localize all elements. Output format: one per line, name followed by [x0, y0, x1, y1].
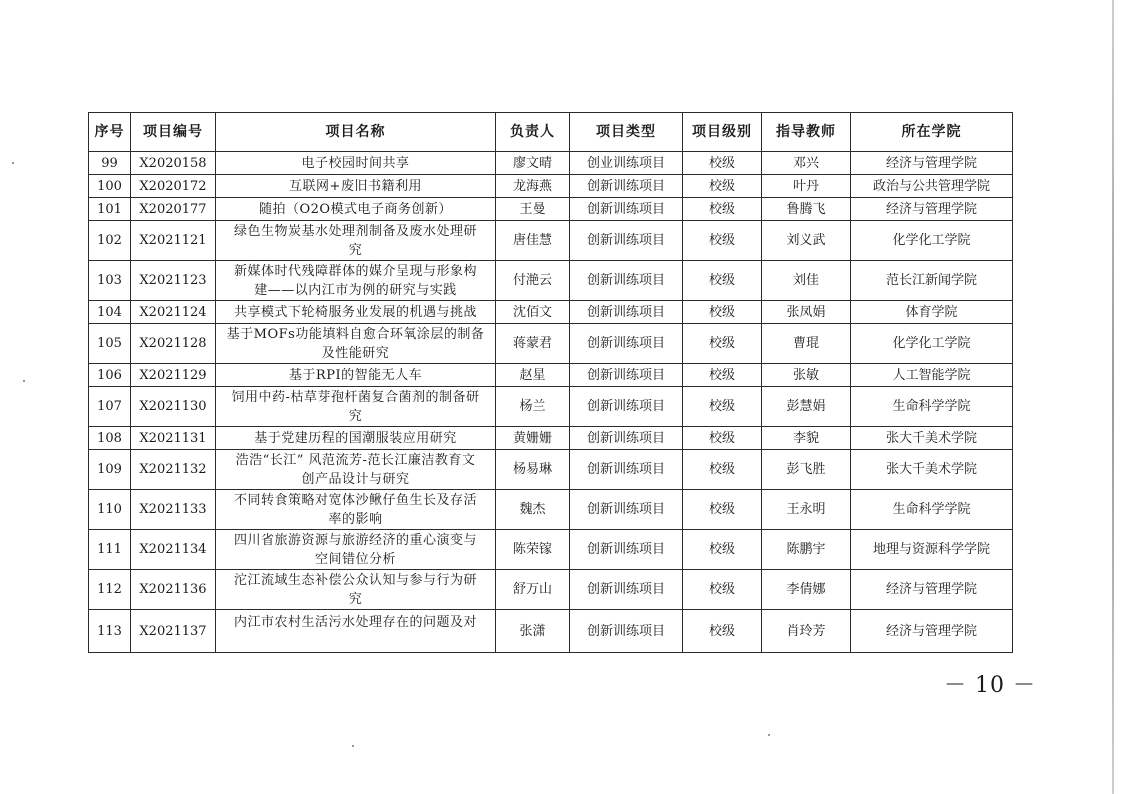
cell-type: 创新训练项目	[570, 490, 683, 530]
cell-level: 校级	[683, 324, 762, 364]
cell-leader: 唐佳慧	[496, 221, 570, 261]
cell-type: 创新训练项目	[570, 610, 683, 653]
cell-type: 创新训练项目	[570, 570, 683, 610]
cell-level: 校级	[683, 450, 762, 490]
cell-advisor: 李倩娜	[762, 570, 851, 610]
cell-leader: 王曼	[496, 198, 570, 221]
table-row	[89, 261, 1013, 301]
cell-name	[216, 198, 496, 221]
header-no: 序号	[89, 113, 131, 152]
cell-no: 100	[89, 175, 131, 198]
cell-college: 经济与管理学院	[851, 610, 1013, 653]
cell-no: 105	[89, 324, 131, 364]
cell-type: 创新训练项目	[570, 301, 683, 324]
cell-type: 创新训练项目	[570, 324, 683, 364]
cell-name-line: 率的影响	[328, 511, 383, 527]
cell-leader: 杨兰	[496, 387, 570, 427]
cell-code: X2021128	[131, 324, 216, 364]
cell-name	[216, 221, 496, 261]
project-table	[88, 112, 1013, 653]
header-level: 项目级别	[683, 113, 762, 152]
table-row	[89, 530, 1013, 570]
table-row	[89, 427, 1013, 450]
table-row	[89, 450, 1013, 490]
cell-college: 张大千美术学院	[851, 427, 1013, 450]
cell-advisor: 肖玲芳	[762, 610, 851, 653]
cell-code: X2021137	[131, 610, 216, 653]
cell-name-line: 及性能研究	[321, 345, 390, 361]
cell-type: 创新训练项目	[570, 387, 683, 427]
header-type: 项目类型	[570, 113, 683, 152]
cell-name-line: 基于党建历程的国潮服装应用研究	[254, 430, 457, 446]
table-row	[89, 610, 1013, 653]
cell-type: 创新训练项目	[570, 530, 683, 570]
cell-no: 112	[89, 570, 131, 610]
cell-name-line: 浩浩“长江” 风范流芳-范长江廉洁教育文	[235, 452, 476, 468]
table-row	[89, 387, 1013, 427]
cell-college: 政治与公共管理学院	[851, 175, 1013, 198]
cell-college: 经济与管理学院	[851, 152, 1013, 175]
cell-advisor: 邓兴	[762, 152, 851, 175]
cell-name-line: 创产品设计与研究	[301, 471, 410, 487]
header-leader: 负责人	[496, 113, 570, 152]
header-advisor: 指导教师	[762, 113, 851, 152]
cell-advisor: 彭飞胜	[762, 450, 851, 490]
cell-advisor: 曹琨	[762, 324, 851, 364]
cell-name	[216, 152, 496, 175]
cell-college: 人工智能学院	[851, 364, 1013, 387]
cell-name-line: 内江市农村生活污水处理存在的问题及对	[233, 615, 477, 630]
cell-college: 生命科学学院	[851, 490, 1013, 530]
cell-name	[216, 490, 496, 530]
cell-name	[216, 261, 496, 301]
cell-advisor: 鲁腾飞	[762, 198, 851, 221]
cell-leader: 舒万山	[496, 570, 570, 610]
cell-name	[216, 364, 496, 387]
table-row	[89, 364, 1013, 387]
cell-college: 生命科学学院	[851, 387, 1013, 427]
header-college: 所在学院	[851, 113, 1013, 152]
cell-name	[216, 530, 496, 570]
cell-name-line: 不同转食策略对宽体沙鳅仔鱼生长及存活	[233, 492, 477, 508]
cell-name-line: 究	[348, 591, 363, 607]
cell-advisor: 张敏	[762, 364, 851, 387]
cell-level: 校级	[683, 490, 762, 530]
cell-name	[216, 610, 496, 653]
header-name: 项目名称	[216, 113, 496, 152]
cell-type: 创新训练项目	[570, 175, 683, 198]
cell-level: 校级	[683, 221, 762, 261]
cell-leader: 廖文晴	[496, 152, 570, 175]
cell-advisor: 李貌	[762, 427, 851, 450]
cell-no: 103	[89, 261, 131, 301]
page-number: － 10 －	[944, 673, 1036, 698]
cell-code: X2021132	[131, 450, 216, 490]
cell-code: X2021121	[131, 221, 216, 261]
cell-name	[216, 570, 496, 610]
cell-leader: 黄姗姗	[496, 427, 570, 450]
cell-advisor: 刘佳	[762, 261, 851, 301]
cell-name-line: 究	[348, 408, 363, 424]
cell-code: X2021136	[131, 570, 216, 610]
cell-college: 体育学院	[851, 301, 1013, 324]
cell-leader: 杨易琳	[496, 450, 570, 490]
table-row	[89, 301, 1013, 324]
cell-advisor: 彭慧娟	[762, 387, 851, 427]
cell-name-line: 基于RPI的智能无人车	[288, 367, 423, 383]
cell-no: 108	[89, 427, 131, 450]
cell-college: 张大千美术学院	[851, 450, 1013, 490]
cell-code: X2021130	[131, 387, 216, 427]
cell-type: 创新训练项目	[570, 221, 683, 261]
cell-advisor: 叶丹	[762, 175, 851, 198]
cell-leader: 魏杰	[496, 490, 570, 530]
cell-leader: 沈佰文	[496, 301, 570, 324]
cell-advisor: 陈鹏宇	[762, 530, 851, 570]
cell-college: 经济与管理学院	[851, 198, 1013, 221]
cell-name	[216, 427, 496, 450]
cell-code: X2020158	[131, 152, 216, 175]
cell-name-line: 四川省旅游资源与旅游经济的重心演变与	[233, 532, 477, 548]
table-row	[89, 324, 1013, 364]
cell-no: 102	[89, 221, 131, 261]
cell-no: 110	[89, 490, 131, 530]
cell-name	[216, 324, 496, 364]
cell-name-line: 空间错位分析	[314, 551, 396, 567]
cell-name-line: 共享模式下轮椅服务业发展的机遇与挑战	[233, 304, 477, 320]
cell-leader: 付滟云	[496, 261, 570, 301]
cell-college: 经济与管理学院	[851, 570, 1013, 610]
cell-advisor: 刘义武	[762, 221, 851, 261]
cell-no: 111	[89, 530, 131, 570]
scan-speck	[12, 162, 14, 164]
cell-type: 创业训练项目	[570, 152, 683, 175]
cell-advisor: 王永明	[762, 490, 851, 530]
table-row	[89, 570, 1013, 610]
cell-name-line: 饲用中药-枯草芽孢杆菌复合菌剂的制备研	[231, 389, 480, 405]
cell-type: 创新训练项目	[570, 198, 683, 221]
cell-name-line: 建——以内江市为例的研究与实践	[254, 282, 457, 298]
cell-no: 99	[89, 152, 131, 175]
cell-name-line: 究	[348, 242, 363, 258]
cell-advisor: 张凤娟	[762, 301, 851, 324]
cell-leader: 龙海燕	[496, 175, 570, 198]
cell-college: 化学化工学院	[851, 221, 1013, 261]
table-row	[89, 152, 1013, 175]
scan-speck	[23, 380, 25, 382]
cell-college: 化学化工学院	[851, 324, 1013, 364]
cell-level: 校级	[683, 387, 762, 427]
cell-level: 校级	[683, 364, 762, 387]
cell-code: X2020177	[131, 198, 216, 221]
table-row	[89, 198, 1013, 221]
cell-name-line: 基于MOFs功能填料自愈合环氧涂层的制备	[226, 326, 485, 342]
cell-no: 113	[89, 610, 131, 653]
scan-page-edge	[1112, 0, 1114, 794]
cell-name	[216, 450, 496, 490]
cell-type: 创新训练项目	[570, 450, 683, 490]
cell-name	[216, 175, 496, 198]
table-row	[89, 175, 1013, 198]
cell-level: 校级	[683, 175, 762, 198]
cell-type: 创新训练项目	[570, 427, 683, 450]
table-header-row	[89, 113, 1013, 152]
cell-name-line: 绿色生物炭基水处理剂制备及废水处理研	[233, 223, 477, 239]
scan-speck	[768, 734, 770, 736]
cell-no: 107	[89, 387, 131, 427]
cell-level: 校级	[683, 427, 762, 450]
cell-name-line: 新媒体时代残障群体的媒介呈现与形象构	[233, 263, 477, 279]
cell-level: 校级	[683, 261, 762, 301]
cell-leader: 赵星	[496, 364, 570, 387]
cell-no: 109	[89, 450, 131, 490]
cell-level: 校级	[683, 152, 762, 175]
cell-leader: 张潇	[496, 610, 570, 653]
cell-no: 106	[89, 364, 131, 387]
cell-name-line: 沱江流域生态补偿公众认知与参与行为研	[233, 572, 477, 588]
cell-code: X2021129	[131, 364, 216, 387]
cell-college: 范长江新闻学院	[851, 261, 1013, 301]
cell-level: 校级	[683, 530, 762, 570]
cell-code: X2021134	[131, 530, 216, 570]
cell-no: 101	[89, 198, 131, 221]
cell-college: 地理与资源科学学院	[851, 530, 1013, 570]
cell-type: 创新训练项目	[570, 364, 683, 387]
cell-code: X2021124	[131, 301, 216, 324]
cell-code: X2021131	[131, 427, 216, 450]
header-code: 项目编号	[131, 113, 216, 152]
table-row	[89, 221, 1013, 261]
cell-level: 校级	[683, 570, 762, 610]
cell-code: X2021133	[131, 490, 216, 530]
cell-leader: 蒋蒙君	[496, 324, 570, 364]
cell-name	[216, 301, 496, 324]
cell-name-line: 电子校园时间共享	[301, 155, 410, 171]
cell-code: X2021123	[131, 261, 216, 301]
cell-no: 104	[89, 301, 131, 324]
cell-name-line: 互联网+废旧书籍利用	[289, 178, 422, 194]
cell-level: 校级	[683, 198, 762, 221]
cell-name-line: 随拍（O2O模式电子商务创新）	[258, 201, 453, 217]
cell-type: 创新训练项目	[570, 261, 683, 301]
scan-speck	[352, 745, 354, 747]
cell-code: X2020172	[131, 175, 216, 198]
cell-leader: 陈荣镓	[496, 530, 570, 570]
cell-level: 校级	[683, 610, 762, 653]
table-row	[89, 490, 1013, 530]
cell-name	[216, 387, 496, 427]
table-body	[89, 152, 1013, 653]
cell-level: 校级	[683, 301, 762, 324]
